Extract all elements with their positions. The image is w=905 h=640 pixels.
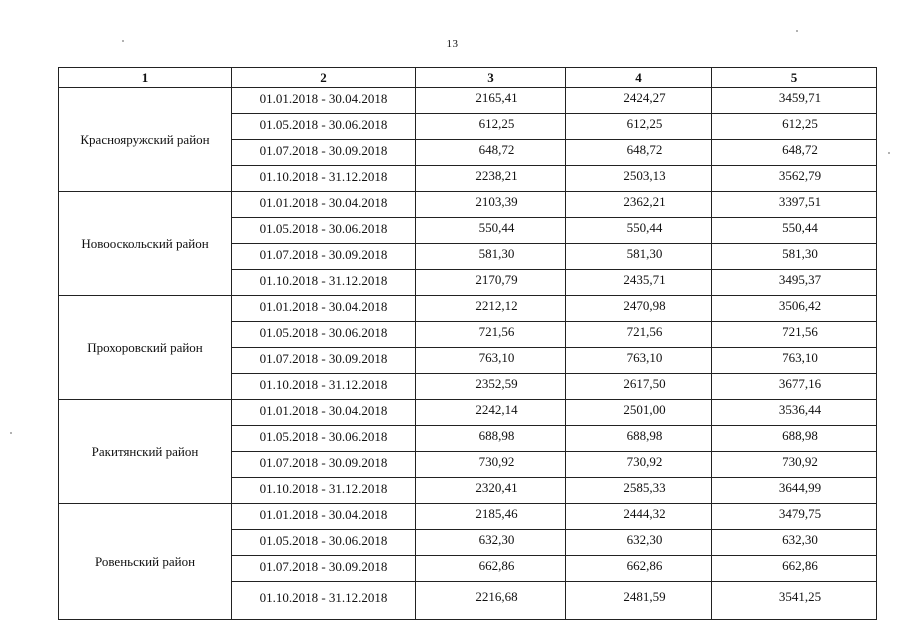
value-col-5: 662,86 [712, 556, 877, 582]
value-col-5: 3562,79 [712, 166, 877, 192]
period-cell: 01.10.2018 - 31.12.2018 [232, 478, 416, 504]
value-col-5: 3644,99 [712, 478, 877, 504]
value-col-5: 612,25 [712, 114, 877, 140]
period-cell: 01.01.2018 - 30.04.2018 [232, 400, 416, 426]
period-cell: 01.07.2018 - 30.09.2018 [232, 244, 416, 270]
value-col-5: 3397,51 [712, 192, 877, 218]
value-col-4: 662,86 [566, 556, 712, 582]
value-col-4: 2470,98 [566, 296, 712, 322]
value-col-3: 2216,68 [416, 582, 566, 620]
value-col-3: 2103,39 [416, 192, 566, 218]
value-col-4: 2585,33 [566, 478, 712, 504]
value-col-4: 2362,21 [566, 192, 712, 218]
value-col-5: 730,92 [712, 452, 877, 478]
value-col-4: 2435,71 [566, 270, 712, 296]
value-col-4: 2481,59 [566, 582, 712, 620]
value-col-4: 763,10 [566, 348, 712, 374]
value-col-3: 550,44 [416, 218, 566, 244]
value-col-5: 550,44 [712, 218, 877, 244]
value-col-3: 2185,46 [416, 504, 566, 530]
table-row [59, 504, 877, 530]
value-col-3: 721,56 [416, 322, 566, 348]
period-cell: 01.01.2018 - 30.04.2018 [232, 504, 416, 530]
header-col-4: 4 [566, 68, 712, 88]
period-cell: 01.05.2018 - 30.06.2018 [232, 530, 416, 556]
value-col-5: 688,98 [712, 426, 877, 452]
value-col-3: 2212,12 [416, 296, 566, 322]
value-col-4: 2503,13 [566, 166, 712, 192]
value-col-4: 688,98 [566, 426, 712, 452]
period-cell: 01.01.2018 - 30.04.2018 [232, 192, 416, 218]
value-col-5: 3541,25 [712, 582, 877, 620]
value-col-5: 763,10 [712, 348, 877, 374]
value-col-3: 2238,21 [416, 166, 566, 192]
value-col-5: 3677,16 [712, 374, 877, 400]
value-col-3: 612,25 [416, 114, 566, 140]
district-name: Прохоровский район [59, 296, 232, 400]
value-col-3: 632,30 [416, 530, 566, 556]
value-col-5: 581,30 [712, 244, 877, 270]
value-col-3: 688,98 [416, 426, 566, 452]
period-cell: 01.05.2018 - 30.06.2018 [232, 322, 416, 348]
value-col-5: 3536,44 [712, 400, 877, 426]
value-col-3: 2242,14 [416, 400, 566, 426]
period-cell: 01.05.2018 - 30.06.2018 [232, 218, 416, 244]
value-col-4: 2617,50 [566, 374, 712, 400]
value-col-5: 3459,71 [712, 88, 877, 114]
period-cell: 01.07.2018 - 30.09.2018 [232, 452, 416, 478]
scan-speck [888, 152, 890, 154]
value-col-5: 3495,37 [712, 270, 877, 296]
table-row [59, 400, 877, 426]
value-col-3: 581,30 [416, 244, 566, 270]
header-col-2: 2 [232, 68, 416, 88]
table-row [59, 296, 877, 322]
value-col-4: 648,72 [566, 140, 712, 166]
value-col-5: 3506,42 [712, 296, 877, 322]
value-col-4: 721,56 [566, 322, 712, 348]
value-col-3: 648,72 [416, 140, 566, 166]
period-cell: 01.07.2018 - 30.09.2018 [232, 348, 416, 374]
value-col-3: 2170,79 [416, 270, 566, 296]
value-col-5: 632,30 [712, 530, 877, 556]
district-name: Ровеньский район [59, 504, 232, 620]
district-name: Ракитянский район [59, 400, 232, 504]
value-col-4: 612,25 [566, 114, 712, 140]
period-cell: 01.10.2018 - 31.12.2018 [232, 270, 416, 296]
value-col-4: 581,30 [566, 244, 712, 270]
value-col-3: 2352,59 [416, 374, 566, 400]
value-col-4: 2424,27 [566, 88, 712, 114]
period-cell: 01.01.2018 - 30.04.2018 [232, 296, 416, 322]
value-col-4: 730,92 [566, 452, 712, 478]
table-body [59, 88, 877, 620]
value-col-3: 2165,41 [416, 88, 566, 114]
period-cell: 01.07.2018 - 30.09.2018 [232, 140, 416, 166]
page-number: 13 [446, 38, 459, 50]
scan-speck [122, 40, 124, 42]
scan-speck [796, 30, 798, 32]
value-col-5: 3479,75 [712, 504, 877, 530]
table-row [59, 88, 877, 114]
period-cell: 01.10.2018 - 31.12.2018 [232, 166, 416, 192]
period-cell: 01.05.2018 - 30.06.2018 [232, 114, 416, 140]
header-col-1: 1 [59, 68, 232, 88]
district-name: Новооскольский район [59, 192, 232, 296]
value-col-4: 2444,32 [566, 504, 712, 530]
value-col-3: 2320,41 [416, 478, 566, 504]
value-col-5: 721,56 [712, 322, 877, 348]
header-row [59, 68, 877, 88]
scan-speck [10, 432, 12, 434]
period-cell: 01.01.2018 - 30.04.2018 [232, 88, 416, 114]
district-name: Краснояружский район [59, 88, 232, 192]
value-col-5: 648,72 [712, 140, 877, 166]
header-col-3: 3 [416, 68, 566, 88]
value-col-4: 550,44 [566, 218, 712, 244]
value-col-3: 763,10 [416, 348, 566, 374]
value-col-4: 632,30 [566, 530, 712, 556]
period-cell: 01.10.2018 - 31.12.2018 [232, 582, 416, 620]
tariff-table [58, 67, 877, 620]
value-col-3: 730,92 [416, 452, 566, 478]
header-col-5: 5 [712, 68, 877, 88]
value-col-4: 2501,00 [566, 400, 712, 426]
table-row [59, 192, 877, 218]
value-col-3: 662,86 [416, 556, 566, 582]
period-cell: 01.07.2018 - 30.09.2018 [232, 556, 416, 582]
period-cell: 01.05.2018 - 30.06.2018 [232, 426, 416, 452]
period-cell: 01.10.2018 - 31.12.2018 [232, 374, 416, 400]
